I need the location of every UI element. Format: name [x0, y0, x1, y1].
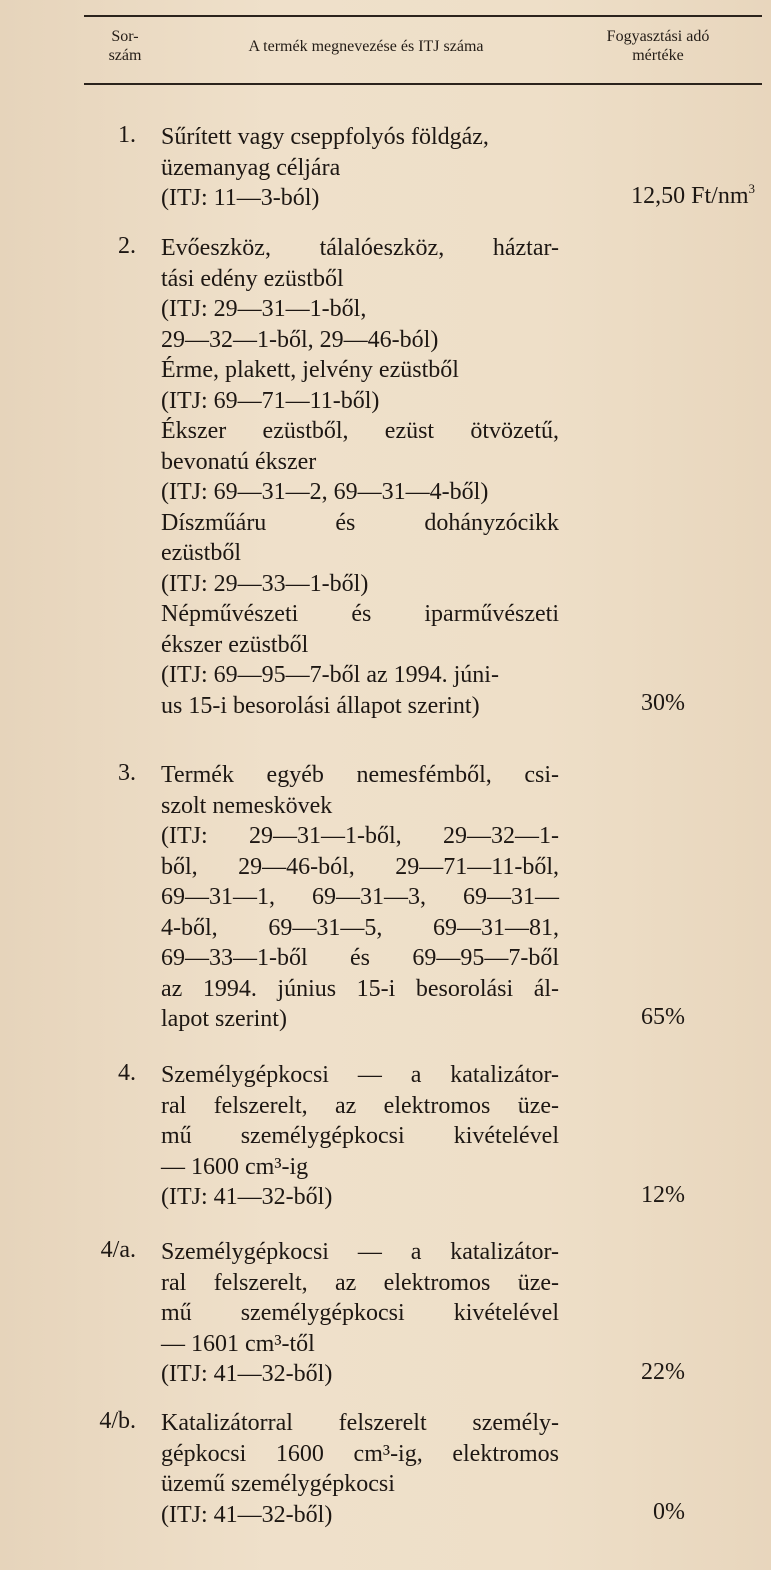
table-header-rule [84, 83, 762, 85]
description-line: Személygépkocsi — a katalizátor- [161, 1062, 559, 1088]
description-line: ezüstből [161, 540, 241, 566]
header-col-rate-line2: mértéke [632, 47, 684, 64]
row-rate: 65% [641, 1004, 685, 1030]
description-line: (ITJ: 69—71—11-ből) [161, 387, 380, 414]
description-line: tási edény ezüstből [161, 265, 344, 292]
row-number: 3. [118, 760, 136, 786]
description-line: az 1994. június 15-i besorolási ál- [161, 975, 559, 1002]
row-number: 4/a. [100, 1237, 136, 1263]
description-line: 29—32—1-ből, 29—46-ból) [161, 326, 439, 353]
row-rate [631, 183, 755, 210]
description-line: Evőeszköz, tálalóeszköz, háztar- [161, 235, 559, 261]
row-description [161, 1237, 559, 1390]
header-col-rate [578, 27, 738, 65]
description-line: ékszer ezüstből [161, 631, 309, 658]
rate-value: 12,50 Ft/nm [631, 183, 749, 209]
row-rate: 12% [641, 1182, 685, 1208]
row-number: 4. [118, 1060, 136, 1086]
description-line: 69—31—1, 69—31—3, 69—31— [161, 884, 559, 910]
description-line: gépkocsi 1600 cm³-ig, elektromos [161, 1440, 559, 1467]
header-col-number-line2: szám [108, 47, 142, 64]
row-number: 4/b. [99, 1408, 136, 1434]
description-line: ral felszerelt, az elektromos üze- [161, 1269, 559, 1296]
description-line: szolt nemeskövek [161, 792, 333, 819]
description-line: Személygépkocsi — a katalizátor- [161, 1239, 559, 1265]
description-line: (ITJ: 41—32-ből) [161, 1501, 333, 1528]
description-line: Termék egyéb nemesfémből, csi- [161, 762, 559, 788]
description-line: 4-ből, 69—31—5, 69—31—81, [161, 914, 559, 941]
row-number: 1. [118, 122, 136, 148]
description-line: mű személygépkocsi kivételével [161, 1123, 559, 1149]
description-line: ral felszerelt, az elektromos üze- [161, 1092, 559, 1119]
description-line: — 1600 cm³-ig [161, 1153, 309, 1180]
description-line: 69—33—1-ből és 69—95—7-ből [161, 945, 559, 971]
row-rate: 0% [653, 1499, 685, 1525]
row-number: 2. [118, 233, 136, 259]
row-description [161, 233, 559, 721]
description-line: (ITJ: 29—31—1-ből, 29—32—1- [161, 823, 559, 849]
rate-unit-exponent: 3 [748, 181, 755, 196]
description-line: Ékszer ezüstből, ezüst ötvözetű, [161, 418, 559, 444]
row-description [161, 1408, 559, 1530]
header-col-number-line1: Sor- [111, 28, 139, 45]
description-line: (ITJ: 29—31—1-ből, [161, 296, 367, 322]
row-rate: 22% [641, 1359, 685, 1385]
header-col-number [96, 27, 154, 65]
description-line: (ITJ: 69—95—7-ből az 1994. júni- [161, 662, 499, 688]
description-line: Katalizátorral felszerelt személy- [161, 1410, 559, 1436]
header-col-rate-line1: Fogyasztási adó [606, 28, 710, 45]
row-description [161, 122, 559, 214]
table-top-rule [84, 15, 762, 17]
description-line: (ITJ: 41—32-ből) [161, 1361, 333, 1387]
description-line: ből, 29—46-ból, 29—71—11-ből, [161, 853, 559, 880]
description-line: us 15-i besorolási állapot szerint) [161, 692, 480, 719]
description-line: üzemű személygépkocsi [161, 1471, 395, 1497]
description-line: mű személygépkocsi kivételével [161, 1300, 559, 1326]
row-description [161, 1060, 559, 1213]
description-line: Sűrített vagy cseppfolyós földgáz, [161, 124, 489, 150]
header-col-name: A termék megnevezése és ITJ száma [248, 38, 484, 55]
description-line: bevonatú ékszer [161, 448, 317, 475]
description-line: üzemanyag céljára [161, 154, 341, 181]
description-line: (ITJ: 41—32-ből) [161, 1184, 333, 1210]
description-line: (ITJ: 29—33—1-ből) [161, 570, 369, 597]
description-line: lapot szerint) [161, 1006, 287, 1032]
description-line: (ITJ: 11—3-ból) [161, 185, 320, 211]
description-line: Érme, plakett, jelvény ezüstből [161, 357, 459, 383]
description-line: Népművészeti és iparművészeti [161, 601, 559, 627]
description-line: Díszműáru és dohányzócikk [161, 509, 559, 536]
row-rate: 30% [641, 690, 685, 716]
description-line: (ITJ: 69—31—2, 69—31—4-ből) [161, 479, 489, 505]
description-line: — 1601 cm³-től [161, 1330, 315, 1357]
row-description [161, 760, 559, 1035]
